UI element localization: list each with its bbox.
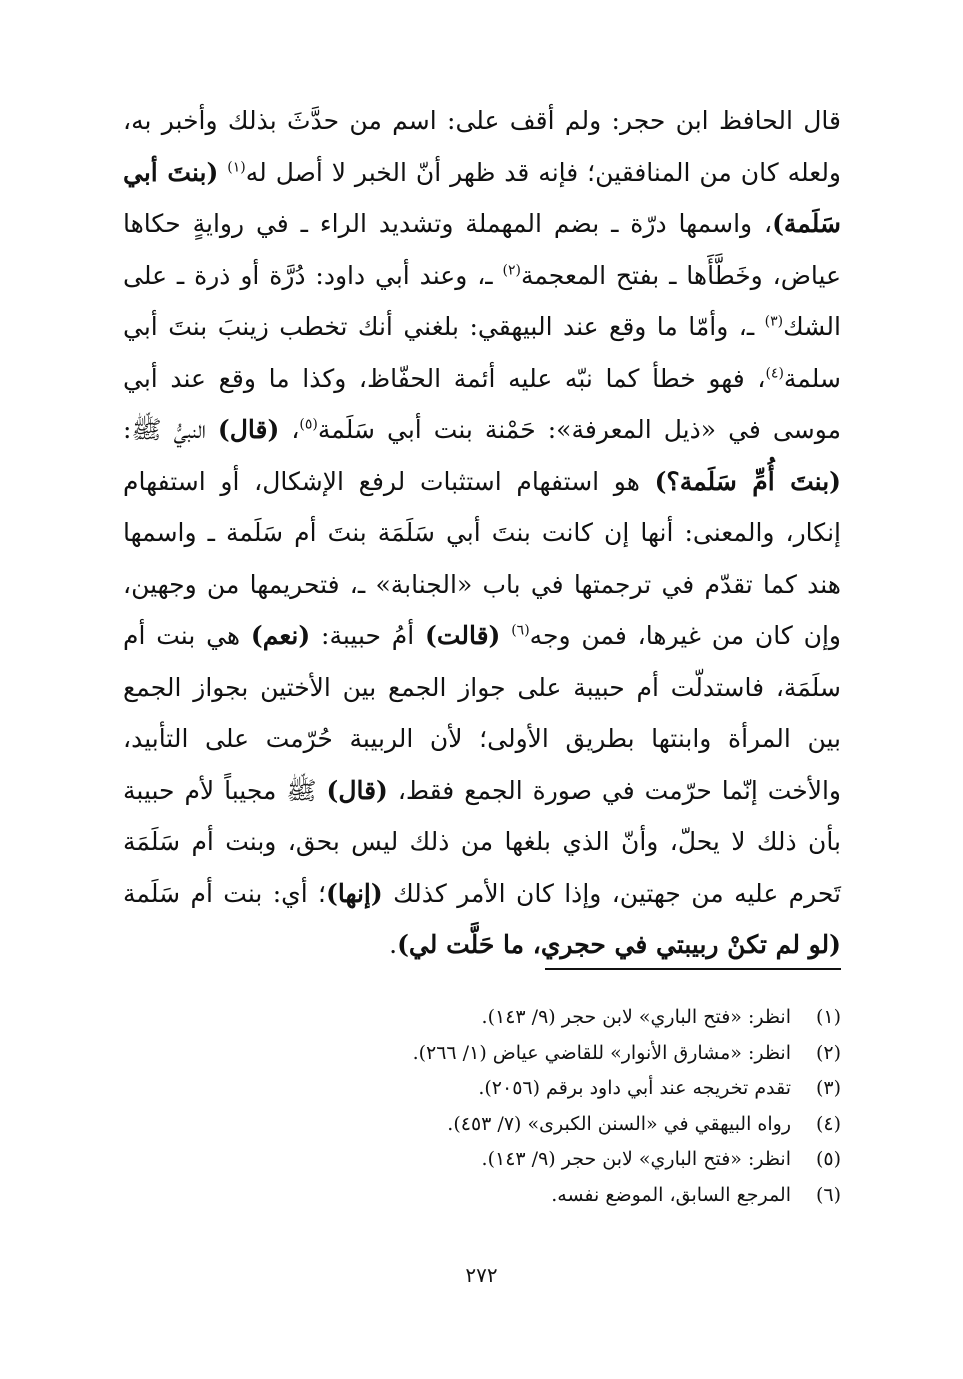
text-run: قال الحافظ ابن حجر: ولم أقف على: اسم من حدَّثَ بذلك وأخبر به، ولعله كان من المنافقين؛ فإنه قد ظهر أنّ الخبر لا أصل له <box>123 106 842 187</box>
text-run: ، <box>279 415 300 444</box>
footnote-ref[interactable]: (١) <box>227 159 246 176</box>
footnote-ref[interactable]: (٦) <box>511 622 530 639</box>
footnote-item <box>123 1107 841 1143</box>
page-number: ٢٧٢ <box>465 1263 498 1287</box>
footnote-text: المرجع السابق، الموضع نفسه. <box>551 1183 791 1206</box>
hadith-quote: (نعم) <box>250 621 311 650</box>
footnote-text: انظر: «فتح الباري» لابن حجر (٩/ ١٤٣). <box>481 1148 791 1170</box>
text-run <box>218 158 227 187</box>
text-run: النبيُّ ﷺ: <box>123 415 218 444</box>
hadith-quote: (إنها) <box>326 878 383 908</box>
hadith-quote: (لو لم تكنْ ربيبتي في حجري، ما حَلَّت لي) <box>397 930 841 959</box>
footnote-number: (٢) <box>815 1041 841 1064</box>
text-run <box>500 621 511 650</box>
footnote-text: رواه البيهقي في «السنن الكبرى» (٧/ ٤٥٣). <box>447 1112 791 1135</box>
footnote-text: انظر: «مشارق الأنوار» للقاضي عياض (١/ ٢٦٦). <box>412 1041 791 1064</box>
body-paragraph <box>123 95 841 971</box>
footnote-item <box>123 1142 841 1178</box>
text-run: ، واسمها درّة ـ بضم المهملة وتشديد الراء ـ في روايةٍ حكاها عياض، وخَطَّأَها ـ بفتح المعجمة <box>123 209 842 290</box>
text-run: . <box>389 930 398 959</box>
footnote-item <box>123 1000 841 1036</box>
footnote-ref[interactable]: (٢) <box>502 262 521 279</box>
text-run: ـ، وأمّا ما وقع عند البيهقي: بلغني أنك تخطب زينبَ بنتَ أبي سلمة <box>123 312 841 393</box>
footnote-number: (٤) <box>815 1112 841 1135</box>
footnote-number: (١) <box>815 1006 841 1028</box>
text-run: ؛ أي: بنت أم سَلَمة <box>123 878 326 908</box>
footnote-item <box>123 1071 841 1107</box>
footnote-item <box>123 1178 841 1214</box>
footnote-number: (٣) <box>815 1077 841 1099</box>
text-run: ـ، وعند أبي داود: دُرَّة أو ذرة ـ على الشك <box>123 260 841 341</box>
hadith-quote: (بنتَ أبي سَلَمة) <box>123 157 841 238</box>
footnote-item <box>123 1036 841 1072</box>
footnote-text: تقدم تخريجه عند أبي داود برقم (٢٠٥٦). <box>478 1077 791 1099</box>
footnote-ref[interactable]: (٤) <box>765 365 784 382</box>
hadith-quote: (قال) <box>326 775 388 805</box>
main-text <box>123 95 841 971</box>
footnote-number: (٦) <box>815 1183 841 1206</box>
footnote-number: (٥) <box>815 1148 841 1170</box>
text-run: أمُ حبيبة: <box>310 621 425 650</box>
footnote-divider <box>545 968 841 970</box>
text-run: ﷺ مجيباً لأم حبيبة بأن ذلك لا يحلّ، وأنّ الذي بلغها من ذلك ليس بحق، وبنت أم سَلَمَة تَحرم عليه من جهتين، وإذا كان الأمر كذلك <box>123 775 841 908</box>
text-run: هي بنت أم سلَمَة، فاستدلّت أم حبيبة على جواز الجمع بين الأختين بجواز الجمع بين المرأة وابنتها بطريق الأولى؛ لأن الربيبة حُرّمت على التأبيد، والأخت إنّما حرّمت في صورة الجمع فقط، <box>123 621 841 805</box>
hadith-quote: (قالت) <box>424 621 501 650</box>
footnote-ref[interactable]: (٣) <box>764 313 784 330</box>
footnote-ref[interactable]: (٥) <box>299 416 318 433</box>
hadith-quote: (بنتَ أُمِّ سَلَمة؟) <box>654 466 841 496</box>
footnote-text: انظر: «فتح الباري» لابن حجر (٩/ ١٤٣). <box>481 1006 791 1028</box>
footnotes-list <box>123 1000 841 1213</box>
text-run: ، فهو خطأ كما نبّه عليه أئمة الحفّاظ، وكذا ما وقع عند أبي موسى في «ذيل المعرفة»: حَمْنة بنت أبي سَلَمة <box>123 363 841 444</box>
text-run: هو استفهام استثبات لرفع الإشكال، أو استفهام إنكار، والمعنى: أنها إن كانت بنتَ أبي سَلَمَة بنتَ أم سَلَمة ـ واسمها هند كما تقدّم في ترجمتها في باب «الجنابة» ـ، فتحريمها من وجهين، وإن كان من غيرها، فمن وجه <box>123 466 841 650</box>
hadith-quote: (قال) <box>217 415 280 444</box>
